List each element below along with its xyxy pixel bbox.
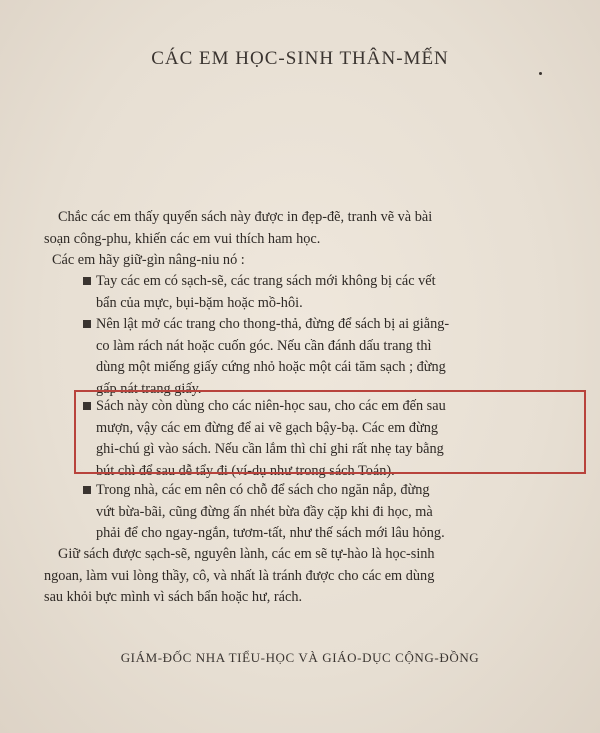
- bullet-item-store-book: [96, 480, 586, 545]
- bullet-line: vứt bừa-bãi, cũng đừng ấn nhét bừa đầy cặp khi đi học, mà: [96, 503, 433, 520]
- bullet-line: bẩn của mực, bụi-bặm hoặc mồ-hôi.: [96, 294, 303, 311]
- bullet-line: gấp nát trang giấy.: [96, 380, 202, 397]
- intro-paragraph: [44, 207, 584, 272]
- bullet-line: ghi-chú gì vào sách. Nếu cần lắm thì chỉ ghi rất nhẹ tay bằng: [96, 441, 444, 457]
- bullet-item-clean-hands: [96, 271, 586, 314]
- intro-line: soạn công-phu, khiến các em vui thích ham học.: [44, 230, 321, 247]
- bullet-line: Tay các em có sạch-sẽ, các trang sách mới không bị các vết: [96, 273, 436, 289]
- bullet-line: co làm rách nát hoặc cuốn góc. Nếu cần đánh dấu trang thì: [96, 337, 432, 354]
- bullet-line: Sách này còn dùng cho các niên-học sau, cho các em đến sau: [96, 398, 446, 414]
- intro-line: Chắc các em thấy quyển sách này được in đẹp-đẽ, tranh vẽ và bài: [58, 209, 433, 225]
- ink-speck: [539, 72, 542, 75]
- bullet-square-icon: [83, 277, 91, 285]
- bullet-line: phải để cho ngay-ngắn, tươm-tất, như thế sách mới lâu hỏng.: [96, 525, 445, 541]
- bullet-line: Nên lật mở các trang cho thong-thả, đừng để sách bị ai giằng-: [96, 316, 450, 332]
- intro-line: Các em hãy giữ-gìn nâng-niu nó :: [52, 252, 245, 268]
- bullet-square-icon: [83, 486, 91, 494]
- closing-paragraph: [44, 544, 584, 609]
- red-highlight-frame: [74, 390, 586, 474]
- page-title: CÁC EM HỌC-SINH THÂN-MẾN: [151, 48, 449, 69]
- signature-line: GIÁM-ĐỐC NHA TIỂU-HỌC VÀ GIÁO-DỤC CỘNG-ĐỒNG: [120, 650, 480, 665]
- bullet-square-icon: [83, 320, 91, 328]
- bullet-line: mượn, vậy các em đừng để ai vẽ gạch bậy-bạ. Các em đừng: [96, 419, 439, 436]
- bullet-line: Trong nhà, các em nên có chỗ để sách cho ngăn nắp, đừng: [96, 482, 430, 498]
- closing-line: ngoan, làm vui lòng thầy, cô, và nhất là tránh được cho các em dùng: [44, 567, 435, 584]
- bullet-item-turn-pages: [96, 314, 586, 400]
- closing-line: Giữ sách được sạch-sẽ, nguyên lành, các em sẽ tự-hào là học-sinh: [58, 546, 435, 562]
- bullet-line: bút chì để sau dễ tẩy đi (ví-dụ như trong sách Toán).: [96, 462, 395, 479]
- bullet-line: dùng một miếng giấy cứng nhỏ hoặc một cái tăm sạch ; đừng: [96, 359, 446, 375]
- closing-line: sau khỏi bực mình vì sách bẩn hoặc hư, rách.: [44, 589, 303, 605]
